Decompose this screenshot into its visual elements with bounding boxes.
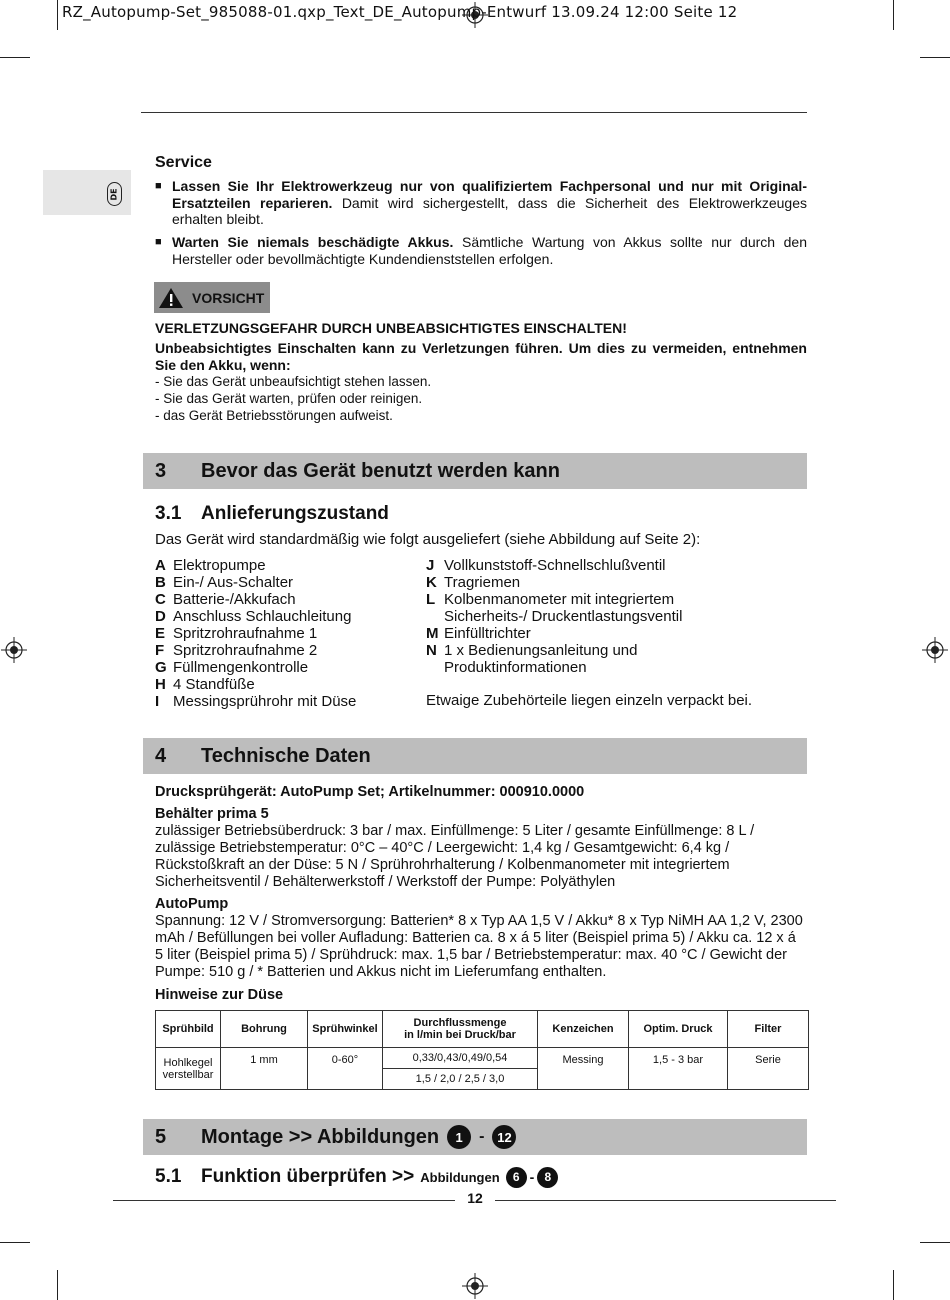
table-header: Durchflussmenge in l/min bei Druck/bar	[383, 1011, 538, 1048]
figure-number-icon: 6	[506, 1167, 527, 1188]
figure-number-icon: 1	[447, 1125, 471, 1149]
warning-line: - Sie das Gerät unbeaufsichtigt stehen lassen.	[155, 374, 432, 389]
delivery-intro: Das Gerät wird standardmäßig wie folgt ausgeliefert (siehe Abbildung auf Seite 2):	[155, 531, 701, 548]
list-item: M Einfülltrichter	[426, 625, 531, 642]
table-header: Kenzeichen	[538, 1011, 629, 1048]
figure-number-icon: 8	[537, 1167, 558, 1188]
table-cell: 1,5 - 3 bar	[629, 1048, 728, 1090]
nozzle-table	[155, 1010, 809, 1090]
section-title: Montage >> Abbildungen 1 - 12	[201, 1125, 516, 1149]
pump-text: Spannung: 12 V / Stromversorgung: Batterien* 8 x Typ AA 1,5 V / Akku* 8 x Typ NiMH AA 1,2 V, 2300 mAh / Befüllungen bei voller Aufladung: Batterien ca. 8 x á 5 liter (Beispiel prima 5) / Akku ca. 12 x á 5 liter (Beispiel prima 5) / Sprühdruck: max. 1,5 bar / Betriebstemperatur: max. 40 °C / Gewicht der Pumpe: 510 g / * Batterien und Akkus nicht im Lieferumfang enthalten.	[155, 913, 803, 980]
section-title: Technische Daten	[201, 744, 371, 767]
table-cell: 0,33/0,43/0,49/0,54	[383, 1048, 538, 1069]
list-item: I Messingsprührohr mit Düse	[155, 693, 357, 710]
crop-mark	[57, 1270, 58, 1300]
list-item: A Elektropumpe	[155, 557, 266, 574]
pump-heading: AutoPump	[155, 896, 229, 912]
print-slug: RZ_Autopump-Set_985088-01.qxp_Text_DE_Autopump-Entwurf 13.09.24 12:00 Seite 12	[62, 3, 738, 21]
table-cell: Serie	[728, 1048, 809, 1090]
crop-mark	[893, 0, 894, 30]
subsection-5-1-heading: 5.1 Funktion überprüfen >> Abbildungen 6 - 8	[155, 1166, 558, 1188]
warning-text: Unbeabsichtigtes Einschalten kann zu Verletzungen führen. Um dies zu vermeiden, entnehmen Sie den Akku, wenn:	[155, 340, 807, 373]
crop-mark	[0, 57, 30, 58]
warning-title: VERLETZUNGSGEFAHR DURCH UNBEABSICHTIGTES EINSCHALTEN!	[155, 320, 627, 336]
product-line: Drucksprühgerät: AutoPump Set; Artikelnummer: 000910.0000	[155, 784, 585, 800]
service-item: ■ Lassen Sie Ihr Elektrowerkzeug nur von qualifiziertem Fachpersonal und nur mit Original-Ersatzteilen reparieren. Damit wird sichergestellt, dass die Sicherheit des Elektrowerkzeuges erhalten bleibt.	[155, 178, 807, 227]
crop-mark	[920, 57, 950, 58]
accessories-note: Etwaige Zubehörteile liegen einzeln verpackt bei.	[426, 692, 753, 709]
container-heading: Behälter prima 5	[155, 806, 269, 822]
list-item: Produktinformationen	[444, 659, 587, 676]
list-item: F Spritzrohraufnahme 2	[155, 642, 318, 659]
table-header: Optim. Druck	[629, 1011, 728, 1048]
warning-line: - Sie das Gerät warten, prüfen oder reinigen.	[155, 391, 423, 406]
list-item: J Vollkunststoff-Schnellschlußventil	[426, 557, 666, 574]
container-text: zulässiger Betriebsüberdruck: 3 bar / max. Einfüllmenge: 5 Liter / gesamte Einfüllmenge: 8 L / zulässige Betriebstemperatur: 0°C – 40°C / Leergewicht: 1,4 kg / Gesamtgewicht: 6,4 kg / Rückstoßkraft an der Düse: 5 N / Sprührohrhalterung / Kolbenmanometer mit integriertem Sicherheitsventil / Behälterwerkstoff / Werkstoff der Pumpe: Polyäthylen	[155, 823, 755, 890]
list-item: L Kolbenmanometer mit integriertem	[426, 591, 675, 608]
table-cell: 1,5 / 2,0 / 2,5 / 3,0	[383, 1069, 538, 1090]
registration-mark-icon	[462, 1273, 488, 1299]
service-item: ■ Warten Sie niemals beschädigte Akkus. Sämtliche Wartung von Akkus sollte nur durch den Hersteller oder bevollmächtigte Kundendienststellen erfolgen.	[155, 234, 808, 267]
list-item: K Tragriemen	[426, 574, 521, 591]
section-title: Bevor das Gerät benutzt werden kann	[201, 459, 560, 482]
table-header: Sprühbild	[156, 1011, 221, 1048]
table-cell: 0-60°	[308, 1048, 383, 1090]
bullet-icon: ■	[155, 236, 162, 248]
table-row	[156, 1048, 809, 1069]
table-cell: Hohlkegel verstellbar	[156, 1048, 221, 1090]
crop-mark	[57, 0, 58, 30]
table-header: Sprühwinkel	[308, 1011, 383, 1048]
language-badge: DE	[107, 182, 122, 206]
table-header-row	[156, 1011, 809, 1048]
bullet-icon: ■	[155, 180, 162, 192]
section-5-bar: 5 Montage >> Abbildungen 1 - 12	[143, 1119, 807, 1155]
service-heading: Service	[155, 154, 212, 171]
list-item: H 4 Standfüße	[155, 676, 255, 693]
registration-mark-icon	[1, 637, 27, 663]
list-item: E Spritzrohraufnahme 1	[155, 625, 318, 642]
parts-list-left	[155, 557, 415, 710]
list-item: D Anschluss Schlauchleitung	[155, 608, 352, 625]
table-header: Filter	[728, 1011, 809, 1048]
parts-list-right	[426, 557, 811, 676]
language-tab	[43, 170, 131, 215]
section-3-bar: 3 Bevor das Gerät benutzt werden kann	[143, 453, 807, 489]
nozzle-heading: Hinweise zur Düse	[155, 987, 284, 1003]
subsection-3-1-heading: 3.1 Anlieferungszustand	[155, 503, 389, 524]
crop-mark	[0, 1242, 30, 1243]
section-4-bar: 4 Technische Daten	[143, 738, 807, 774]
list-item: C Batterie-/Akkufach	[155, 591, 296, 608]
caution-badge: VORSICHT	[154, 282, 270, 313]
list-item: G Füllmengenkontrolle	[155, 659, 309, 676]
page-number: 12	[455, 1190, 495, 1206]
crop-mark	[920, 1242, 950, 1243]
list-item: B Ein-/ Aus-Schalter	[155, 574, 294, 591]
warning-line: - das Gerät Betriebsstörungen aufweist.	[155, 408, 393, 423]
warning-icon	[158, 287, 184, 309]
figure-number-icon: 12	[492, 1125, 516, 1149]
crop-mark	[893, 1270, 894, 1300]
registration-mark-icon	[922, 637, 948, 663]
table-header: Bohrung	[221, 1011, 308, 1048]
header-rule	[141, 112, 807, 113]
list-item: Sicherheits-/ Druckentlastungsventil	[444, 608, 683, 625]
table-cell: Messing	[538, 1048, 629, 1090]
list-item: N 1 x Bedienungsanleitung und	[426, 642, 638, 659]
table-cell: 1 mm	[221, 1048, 308, 1090]
